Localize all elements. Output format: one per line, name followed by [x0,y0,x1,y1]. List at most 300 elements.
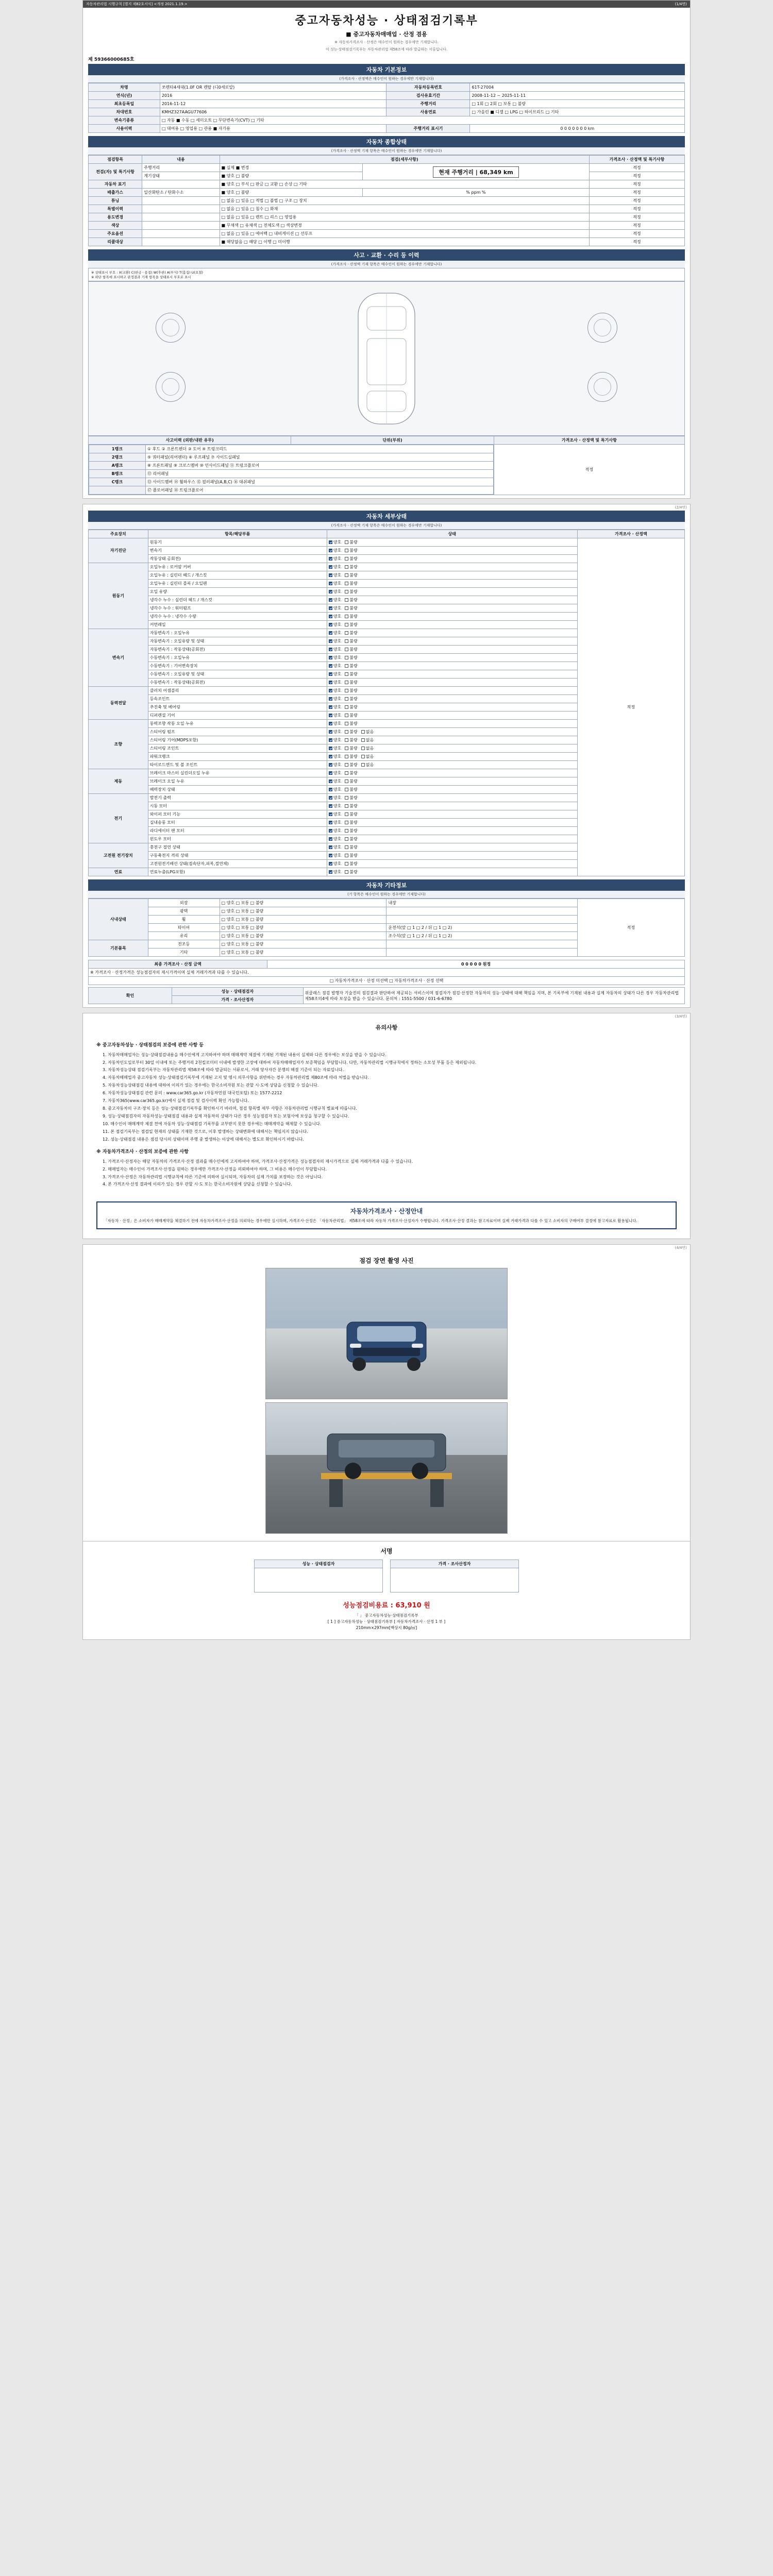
state-option[interactable]: 불량 [345,729,357,735]
checkbox-icon[interactable] [345,573,348,577]
checkbox-checked-icon[interactable] [329,812,332,816]
checkbox-icon[interactable] [345,812,348,816]
row-opts-mileage[interactable]: ■ 실제 ■ 변경 [220,164,363,172]
device-part-label: 자동변속기 : 오일누유 [148,629,327,637]
device-state-options[interactable] [327,654,577,662]
checkbox-icon[interactable] [345,606,348,610]
document-number: 제 59366000685호 [88,57,135,62]
device-state-options[interactable] [327,728,577,736]
other-price-note: 적정 [577,899,684,957]
signature-cell-appraiser-box[interactable] [391,1568,518,1592]
state-option[interactable]: 양호 [329,704,341,710]
state-option[interactable]: 양호 [329,778,341,784]
device-state-options[interactable] [327,563,577,571]
state-option[interactable]: 양호 [329,539,341,545]
device-state-options[interactable] [327,596,577,604]
checkbox-icon[interactable] [345,557,348,561]
other-item-extra[interactable]: 조수석(앞 □ 1 □ 2 / 뒤 □ 1 □ 2) [386,932,577,940]
device-state-options[interactable] [327,753,577,761]
appraisal-warning-box [96,1201,677,1229]
row-sub-options [142,230,220,238]
rank-items-3: ⑫ 리어패널 [145,470,493,478]
inspection-photo-front[interactable] [265,1268,508,1399]
device-state-options[interactable] [327,695,577,703]
checkbox-checked-icon[interactable] [329,870,332,874]
device-state-options[interactable] [327,786,577,794]
note-item: 1. 가격조사·산정자는 해당 자동차의 가격조사·산정 결과를 매수인에게 고지하여야 하며, 가격조사·산정가격은 성능점검자의 제시가격으로 실제 거래가격과 다를 수 있습니다. [103,1159,413,1164]
checkbox-checked-icon[interactable] [329,697,332,701]
table-row [89,445,685,495]
state-option[interactable]: 불량 [345,655,357,660]
checkbox-checked-icon[interactable] [329,714,332,717]
checkbox-icon[interactable] [345,549,348,552]
checkbox-icon[interactable] [361,747,365,750]
state-option[interactable]: 없음 [361,754,374,759]
checkbox-checked-icon[interactable] [329,862,332,866]
other-item-extra[interactable]: 운전석(앞 □ 1 □ 2 / 뒤 □ 1 □ 2) [386,924,577,932]
state-option[interactable]: 양호 [329,795,341,801]
other-item-extra[interactable] [386,948,577,957]
checkbox-icon[interactable] [345,755,348,758]
checkbox-icon[interactable] [345,837,348,841]
rank-label-1: 2랭크 [89,453,146,462]
other-item-options[interactable]: □ 양호 □ 보통 □ 불량 [220,899,386,907]
device-state-options[interactable] [327,571,577,580]
page-number-3: (3/4면) [675,1014,687,1019]
other-table-body [89,899,685,957]
checkbox-checked-icon[interactable] [329,730,332,734]
state-option[interactable]: 양호 [329,853,341,858]
rank-label-3: B랭크 [89,470,146,478]
other-item-extra[interactable] [386,940,577,948]
device-state-options[interactable] [327,868,577,876]
state-option[interactable]: 불량 [345,737,357,743]
checkbox-checked-icon[interactable] [329,779,332,783]
device-state-options[interactable] [327,827,577,835]
state-option[interactable]: 불량 [345,564,357,570]
table-row [89,453,494,462]
device-part-label: 브레이크 마스터 실린더오일 누유 [148,769,327,777]
device-state-options[interactable] [327,662,577,670]
price-selection-checks[interactable]: □ 자동차가격조사 · 산정 미선택 □ 자동차가격조사 · 산정 선택 [89,977,685,985]
disclaimer-text: 위클래스 점검 발행자 기술진의 점검결과 판단하여 제공되는 서비스이며 점검자가 점검·산정한 자동차의 성능·상태에 대해 책임을 지며, 본 기록부에 기재된 내용과 실제 자동차의 상태가 다른 경우 자동차관리법 제58조의4에 따라 보상을 받을 수 있습니다. 문의처 : 1551-5500 / 031-6-6780 [303,988,685,1004]
state-option[interactable]: 양호 [329,647,341,652]
other-item-options[interactable]: □ 양호 □ 보통 □ 불량 [220,907,386,916]
state-option[interactable]: 불량 [345,556,357,562]
overall-table [88,155,685,246]
state-option[interactable]: 양호 [329,622,341,628]
device-state-options[interactable] [327,720,577,728]
state-option[interactable]: 양호 [329,811,341,817]
signature-cell-performance-box[interactable] [255,1568,382,1592]
state-option[interactable]: 양호 [329,713,341,718]
state-option[interactable]: 없음 [361,762,374,768]
state-option[interactable]: 양호 [329,828,341,834]
checkbox-checked-icon[interactable] [329,672,332,676]
checkbox-icon[interactable] [345,804,348,808]
checkbox-checked-icon[interactable] [329,664,332,668]
checkbox-checked-icon[interactable] [329,648,332,651]
checkbox-icon[interactable] [345,829,348,833]
checkbox-icon[interactable] [345,582,348,585]
state-option[interactable]: 불량 [345,597,357,603]
state-option[interactable]: 양호 [329,589,341,595]
checkbox-icon[interactable] [345,845,348,849]
checkbox-checked-icon[interactable] [329,804,332,808]
other-item-extra[interactable]: 내장 [386,899,577,907]
checkbox-checked-icon[interactable] [329,598,332,602]
state-option[interactable]: 양호 [329,680,341,685]
state-option[interactable]: 불량 [345,844,357,850]
checkbox-checked-icon[interactable] [329,771,332,775]
checkbox-icon[interactable] [345,779,348,783]
state-option[interactable]: 불량 [345,539,357,545]
device-state-options[interactable] [327,679,577,687]
other-item-label: 외장 [148,899,220,907]
checkbox-icon[interactable] [345,656,348,659]
other-item-label: 유리 [148,932,220,940]
checkbox-checked-icon[interactable] [329,590,332,594]
state-option[interactable]: 불량 [345,647,357,652]
inspection-photo-underbody[interactable] [265,1402,508,1534]
state-option[interactable]: 불량 [345,869,357,875]
row-opts-color[interactable]: ■ 무채색 □ 유채색 □ 전체도색 □ 색상변경 [220,222,589,230]
state-option[interactable]: 불량 [345,853,357,858]
appraisal-warning-body: 「자동차 · 산정」은 소비자가 매매계약을 체결하기 전에 자동차가격조사·산정을 의뢰하는 경우에만 실시하며, 가격조사·산정은 「자동차관리법」 제58조에 따라 자동차 가격조사·산정자가 수행합니다. 가격조사·산정 결과는 참고자료이며 실제 거래가격과 다를 수 있고 소비자의 구매여부 결정에 참고자료로 활용됩니다. [104,1218,637,1224]
checkbox-checked-icon[interactable] [329,681,332,684]
state-option[interactable]: 불량 [345,688,357,693]
state-option[interactable]: 양호 [329,688,341,693]
device-state-options[interactable] [327,613,577,621]
state-option[interactable]: 양호 [329,564,341,570]
checkbox-icon[interactable] [345,689,348,692]
checkbox-checked-icon[interactable] [329,582,332,585]
state-option[interactable]: 양호 [329,721,341,726]
state-option[interactable]: 양호 [329,696,341,702]
checkbox-checked-icon[interactable] [329,763,332,767]
row-opts-body[interactable]: ■ 양호 □ 부식 □ 판금 □ 교환 □ 손상 □ 기타 [220,180,589,189]
device-state-options[interactable] [327,604,577,613]
device-part-label: 타이로드엔드 및 볼 조인트 [148,761,327,769]
row-opts-tuning[interactable]: □ 없음 □ 있음 □ 적법 □ 불법 □ 구조 □ 장치 [220,197,589,205]
checkbox-checked-icon[interactable] [329,639,332,643]
accident-legend-1: ※ 상태표시 부호 : X(교환) C(판금 · 용접) W(후판) A(부식) T(흠집) U(요철) [91,270,204,275]
checkbox-checked-icon[interactable] [329,565,332,569]
checkbox-icon[interactable] [345,862,348,866]
state-option[interactable]: 양호 [329,630,341,636]
device-state-options[interactable] [327,547,577,555]
state-option[interactable]: 불량 [345,795,357,801]
checkbox-icon[interactable] [345,540,348,544]
field-value-year: 2016 [160,92,386,100]
checkbox-checked-icon[interactable] [329,837,332,841]
vehicle-damage-diagram[interactable] [88,281,685,436]
field-value-car-name: 쏘렌타4세대(1.0F OR 렌탈 (디0세로알) [160,83,386,92]
state-option[interactable]: 양호 [329,663,341,669]
other-item-extra[interactable] [386,907,577,916]
checkbox-icon[interactable] [345,565,348,569]
state-option[interactable]: 불량 [345,696,357,702]
device-state-options[interactable] [327,802,577,810]
state-option[interactable]: 불량 [345,663,357,669]
row-opts-options[interactable]: □ 없음 □ 있음 □ 에어백 □ 내비게이션 □ 선루프 [220,230,589,238]
checkbox-checked-icon[interactable] [329,540,332,544]
checkbox-checked-icon[interactable] [329,722,332,725]
state-option[interactable]: 불량 [345,820,357,825]
state-option[interactable]: 불량 [345,762,357,768]
device-state-options[interactable] [327,843,577,852]
state-option[interactable]: 불량 [345,778,357,784]
device-state-options[interactable] [327,711,577,720]
checkbox-icon[interactable] [345,672,348,676]
state-option[interactable]: 불량 [345,803,357,809]
other-item-options[interactable]: □ 양호 □ 보통 □ 불량 [220,924,386,932]
state-option[interactable]: 양호 [329,754,341,759]
device-state-options[interactable] [327,852,577,860]
state-option[interactable]: 양호 [329,729,341,735]
state-option[interactable]: 양호 [329,836,341,842]
other-item-options[interactable]: □ 양호 □ 보통 □ 불량 [220,932,386,940]
checkbox-icon[interactable] [345,763,348,767]
checkbox-checked-icon[interactable] [329,796,332,800]
title-block [83,8,690,54]
device-state-options[interactable] [327,736,577,744]
state-option[interactable]: 불량 [345,622,357,628]
state-option[interactable]: 양호 [329,869,341,875]
state-option[interactable]: 양호 [329,572,341,578]
rank-label-0: 1랭크 [89,445,146,453]
device-state-options[interactable] [327,769,577,777]
state-option[interactable]: 불량 [345,745,357,751]
col-accident-history: 사고이력 (외판/내판 유무) [89,436,291,445]
state-option[interactable]: 양호 [329,548,341,553]
state-option[interactable]: 불량 [345,605,357,611]
state-option[interactable]: 양호 [329,638,341,644]
device-state-options[interactable] [327,629,577,637]
checkbox-checked-icon[interactable] [329,821,332,824]
checkbox-icon[interactable] [345,821,348,824]
note-item: 9. 성능·상태점검자의 자동차성능·상태점검 내용과 실제 자동차의 상태가 다른 경우 성능점검자 또는 보험사에 보상을 청구할 수 있습니다. [103,1114,349,1119]
device-state-options[interactable] [327,621,577,629]
other-item-options[interactable]: □ 양호 □ 보통 □ 불량 [220,948,386,957]
device-state-options[interactable] [327,777,577,786]
checkbox-icon[interactable] [345,870,348,874]
checkbox-icon[interactable] [345,714,348,717]
state-option[interactable]: 불량 [345,581,357,586]
state-option[interactable]: 양호 [329,745,341,751]
state-option[interactable]: 양호 [329,787,341,792]
photos-container [83,1268,690,1538]
field-value-usage: □ 대여용 □ 영업용 □ 관용 ■ 자가용 [160,125,386,133]
state-option[interactable]: 없음 [361,729,374,735]
checkbox-checked-icon[interactable] [329,788,332,791]
checkbox-checked-icon[interactable] [329,738,332,742]
checkbox-icon[interactable] [361,730,365,734]
state-option[interactable]: 양호 [329,581,341,586]
state-option[interactable]: 불량 [345,548,357,553]
checkbox-icon[interactable] [345,648,348,651]
state-option[interactable]: 불량 [345,836,357,842]
state-option[interactable]: 불량 [345,638,357,644]
checkbox-checked-icon[interactable] [329,631,332,635]
state-option[interactable]: 없음 [361,737,374,743]
checkbox-icon[interactable] [361,755,365,758]
state-option[interactable]: 불량 [345,811,357,817]
state-option[interactable]: 양호 [329,671,341,677]
checkbox-icon[interactable] [345,854,348,857]
device-state-options[interactable] [327,744,577,753]
other-item-extra[interactable] [386,916,577,924]
device-state-options[interactable] [327,794,577,802]
state-option[interactable]: 양호 [329,614,341,619]
checkbox-checked-icon[interactable] [329,829,332,833]
state-option[interactable]: 불량 [345,614,357,619]
device-part-label: 자동변속기 : 오일유량 및 상태 [148,637,327,646]
device-state-options[interactable] [327,588,577,596]
checkbox-icon[interactable] [345,722,348,725]
field-label-fuel: 사용연료 [386,108,470,116]
state-option[interactable]: 불량 [345,704,357,710]
checkbox-icon[interactable] [345,705,348,709]
state-option[interactable]: 양호 [329,770,341,776]
checkbox-checked-icon[interactable] [329,557,332,561]
state-option[interactable]: 양호 [329,762,341,768]
state-option[interactable]: 불량 [345,787,357,792]
checkbox-checked-icon[interactable] [329,747,332,750]
device-state-options[interactable] [327,835,577,843]
field-value-transmission: □ 자동 ■ 수동 □ 세미오토 □ 무단변속기(CVT) □ 기타 [160,116,684,125]
checkbox-icon[interactable] [345,796,348,800]
row-opts-special[interactable]: □ 없음 □ 있음 □ 침수 □ 화재 [220,205,589,213]
state-option[interactable]: 양호 [329,655,341,660]
final-price-note: ※ 가격조사 · 산정가격은 성능점검자의 제시가격이며 실제 거래가격과 다를 수 있습니다. [89,969,685,977]
row-opts-emission[interactable]: ■ 양호 □ 불량 [220,189,363,197]
field-value-first-reg: 2016-11-12 [160,100,386,108]
checkbox-checked-icon[interactable] [329,689,332,692]
checkbox-icon[interactable] [345,664,348,668]
checkbox-icon[interactable] [345,771,348,775]
checkbox-checked-icon[interactable] [329,705,332,709]
row-opts-recall[interactable]: ■ 해당없음 □ 해당 □ 이행 □ 미이행 [220,238,589,246]
device-state-options[interactable] [327,670,577,679]
checkbox-icon[interactable] [345,681,348,684]
state-option[interactable]: 불량 [345,828,357,834]
state-option[interactable]: 불량 [345,680,357,685]
state-option[interactable]: 양호 [329,861,341,867]
device-part-label: 충전구 절연 상태 [148,843,327,852]
field-value-odometer: 0 0 0 0 0 0 0 km [470,125,685,133]
state-option[interactable]: 불량 [345,630,357,636]
device-part-label: 파워크랭크 [148,753,327,761]
table-header-row [89,436,685,445]
checkbox-icon[interactable] [361,763,365,767]
state-option[interactable]: 양호 [329,803,341,809]
device-state-options[interactable] [327,555,577,563]
wheel-diagram-front-right [587,313,617,343]
state-option[interactable]: 양호 [329,556,341,562]
state-option[interactable]: 양호 [329,844,341,850]
checkbox-icon[interactable] [345,747,348,750]
state-option[interactable]: 불량 [345,754,357,759]
state-option[interactable]: 불량 [345,770,357,776]
state-option[interactable]: 양호 [329,820,341,825]
checkbox-checked-icon[interactable] [329,845,332,849]
device-part-label: 커먼레일 [148,621,327,629]
checkbox-checked-icon[interactable] [329,623,332,626]
page-4 [82,1244,691,1640]
device-state-options[interactable] [327,810,577,819]
checkbox-icon[interactable] [345,738,348,742]
checkbox-icon[interactable] [345,590,348,594]
table-row [89,238,685,246]
device-state-options[interactable] [327,703,577,711]
state-option[interactable]: 양호 [329,605,341,611]
state-option[interactable]: 불량 [345,589,357,595]
signature-cell-appraiser[interactable] [390,1560,519,1592]
checkbox-checked-icon[interactable] [329,606,332,610]
other-item-options[interactable]: □ 양호 □ 보통 □ 불량 [220,916,386,924]
device-state-options[interactable] [327,860,577,868]
checkbox-checked-icon[interactable] [329,854,332,857]
device-state-options[interactable] [327,538,577,547]
state-option[interactable]: 양호 [329,737,341,743]
checkbox-checked-icon[interactable] [329,615,332,618]
state-option[interactable]: 불량 [345,713,357,718]
checkbox-icon[interactable] [345,598,348,602]
device-state-options[interactable] [327,687,577,695]
state-option[interactable]: 불량 [345,572,357,578]
other-item-options[interactable]: □ 양호 □ 보통 □ 불량 [220,940,386,948]
checkbox-icon[interactable] [345,623,348,626]
state-option[interactable]: 불량 [345,721,357,726]
inspection-fee: 성능점검비용료 : 63,910 원 [343,1602,430,1610]
col-detail-price: 가격조사 · 산정액 [577,530,684,538]
row-opts-gauge[interactable]: ■ 양호 □ 불량 [220,172,363,180]
state-option[interactable]: 불량 [345,671,357,677]
checkbox-icon[interactable] [345,788,348,791]
state-option[interactable]: 불량 [345,861,357,867]
checkbox-icon[interactable] [345,639,348,643]
device-state-options[interactable] [327,761,577,769]
checkbox-checked-icon[interactable] [329,755,332,758]
checkbox-icon[interactable] [345,631,348,635]
device-part-label: 변속기 [148,547,327,555]
device-state-options[interactable] [327,819,577,827]
checkbox-checked-icon[interactable] [329,573,332,577]
row-label-special: 특별이력 [89,205,142,213]
checkbox-checked-icon[interactable] [329,656,332,659]
device-state-options[interactable] [327,580,577,588]
table-row [89,83,685,92]
checkbox-icon[interactable] [345,697,348,701]
checkbox-icon[interactable] [345,730,348,734]
state-option[interactable]: 양호 [329,597,341,603]
table-row [89,189,685,197]
footer-block [83,1611,690,1636]
wheel-diagram-front-left [156,313,186,343]
signature-cell-performance[interactable] [254,1560,383,1592]
other-group-label: 기본품목 [89,940,148,957]
other-item-label: 타이어 [148,924,220,932]
checkbox-icon[interactable] [361,738,365,742]
checkbox-checked-icon[interactable] [329,549,332,552]
row-opts-usechange[interactable]: □ 없음 □ 있음 □ 렌트 □ 리스 □ 영업용 [220,213,589,222]
state-option[interactable]: 없음 [361,745,374,751]
device-state-options[interactable] [327,646,577,654]
device-state-options[interactable] [327,637,577,646]
checkbox-icon[interactable] [345,615,348,618]
signature-cell-appraiser-header: 가격 · 조사산정자 [391,1560,518,1568]
